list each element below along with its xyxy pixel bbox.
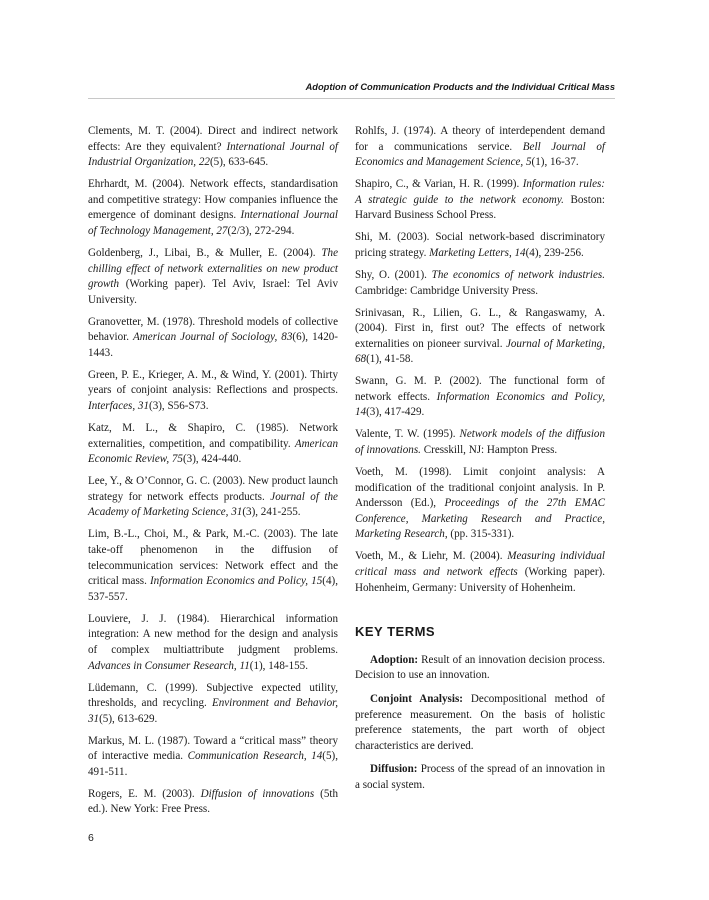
key-term-entry: [355, 762, 605, 793]
key-terms-heading: KEY TERMS: [355, 624, 436, 640]
reference-entry: Louviere, J. J. (1984). Hierarchical information integration: A new method for the design and analysis of complex multiattribute judgment problems. Advances in Consumer Research, 11(1), 148-155.: [88, 612, 338, 672]
reference-entry: Lee, Y., & O’Connor, G. C. (2003). New product launch strategy for network effects products. Journal of the Academy of Marketing Science, 31(3), 241-255.: [88, 475, 338, 519]
key-term-name: Adoption:: [370, 653, 419, 666]
reference-entry: Lim, B.-L., Choi, M., & Park, M.-C. (2003). The late take-off phenomenon in the diffusion of telecommunication services: Network effect and the critical mass. Information Economics and Policy, 15(4), 537-557.: [88, 528, 338, 603]
reference-entry: Katz, M. L., & Shapiro, C. (1985). Network externalities, competition, and compatibility. American Economic Review, 75(3), 424-440.: [88, 422, 338, 466]
reference-entry: Ehrhardt, M. (2004). Network effects, standardisation and competitive strategy: How companies influence the emergence of dominant designs. International Journal of Technology Management, 27(2/3), 272-294.: [88, 178, 338, 237]
key-term-name: Conjoint Analysis:: [370, 692, 463, 705]
reference-entry: Clements, M. T. (2004). Direct and indirect network effects: Are they equivalent? International Journal of Industrial Organization, 22(5), 633-645.: [88, 125, 338, 169]
key-term-definition: Process of the spread of an innovation in a social system.: [355, 763, 605, 791]
running-header: Adoption of Communication Products and the Individual Critical Mass: [305, 82, 615, 92]
reference-entry: Shi, M. (2003). Social network-based discriminatory pricing strategy. Marketing Letters, 14(4), 239-256.: [355, 231, 605, 259]
reference-entry: Srinivasan, R., Lilien, G. L., & Rangaswamy, A. (2004). First in, first out? The effects of network externalities on pioneer survival. Journal of Marketing, 68(1), 41-58.: [355, 306, 606, 366]
reference-entry: Lüdemann, C. (1999). Subjective expected utility, thresholds, and recycling. Environment and Behavior, 31(5), 613-629.: [88, 681, 339, 725]
right-column: [355, 124, 605, 802]
reference-entry: Rogers, E. M. (2003). Diffusion of innovations (5th ed.). New York: Free Press.: [88, 787, 338, 816]
reference-entry: Shy, O. (2001). The economics of network industries. Cambridge: Cambridge University Press.: [355, 268, 605, 297]
page-number: 6: [88, 832, 94, 844]
reference-entry: Markus, M. L. (1987). Toward a “critical mass” theory of interactive media. Communication Research, 14(5), 491-511.: [88, 734, 338, 778]
header-rule: [88, 98, 615, 99]
key-term-entry: [355, 692, 605, 754]
reference-entry: Goldenberg, J., Libai, B., & Muller, E. (2004). The chilling effect of network externalities on new product growth (Working paper). Tel Aviv, Israel: Tel Aviv University.: [88, 246, 338, 306]
reference-entry: Voeth, M., & Liehr, M. (2004). Measuring individual critical mass and network effects (Working paper). Hohenheim, Germany: University of Hohenheim.: [355, 550, 605, 594]
left-column: [88, 124, 338, 824]
reference-entry: Rohlfs, J. (1974). A theory of interdependent demand for a communications service. Bell Journal of Economics and Management Science, 5(1), 16-37.: [355, 125, 605, 169]
key-term-definition: Decompositional method of preference measurement. On the basis of holistic preference statements, the part worth of object characteristics are derived.: [355, 692, 605, 752]
reference-entry: Swann, G. M. P. (2002). The functional form of network effects. Information Economics and Policy, 14(3), 417-429.: [355, 375, 605, 419]
reference-entry: Voeth, M. (1998). Limit conjoint analysis: A modification of the traditional conjoint analysis. In P. Andersson (Ed.), Proceedings of the 27th EMAC Conference, Marketing Research and Practice, Marketing Research, (pp. 315-331).: [355, 466, 606, 541]
reference-entry: Green, P. E., Krieger, A. M., & Wind, Y. (2001). Thirty years of conjoint analysis: Reflections and prospects. Interfaces, 31(3), S56-S73.: [88, 368, 338, 413]
key-term-name: Diffusion:: [370, 763, 418, 776]
key-term-entry: [355, 653, 605, 684]
key-term-definition: Result of an innovation decision process. Decision to use an innovation.: [355, 653, 605, 682]
reference-entry: Valente, T. W. (1995). Network models of the diffusion of innovations. Cresskill, NJ: Hampton Press.: [355, 428, 605, 457]
reference-entry: Granovetter, M. (1978). Threshold models of collective behavior. American Journal of Sociology, 83(6), 1420-1443.: [88, 315, 338, 359]
reference-entry: Shapiro, C., & Varian, H. R. (1999). Information rules: A strategic guide to the network economy. Boston: Harvard Business School Press.: [355, 178, 606, 222]
